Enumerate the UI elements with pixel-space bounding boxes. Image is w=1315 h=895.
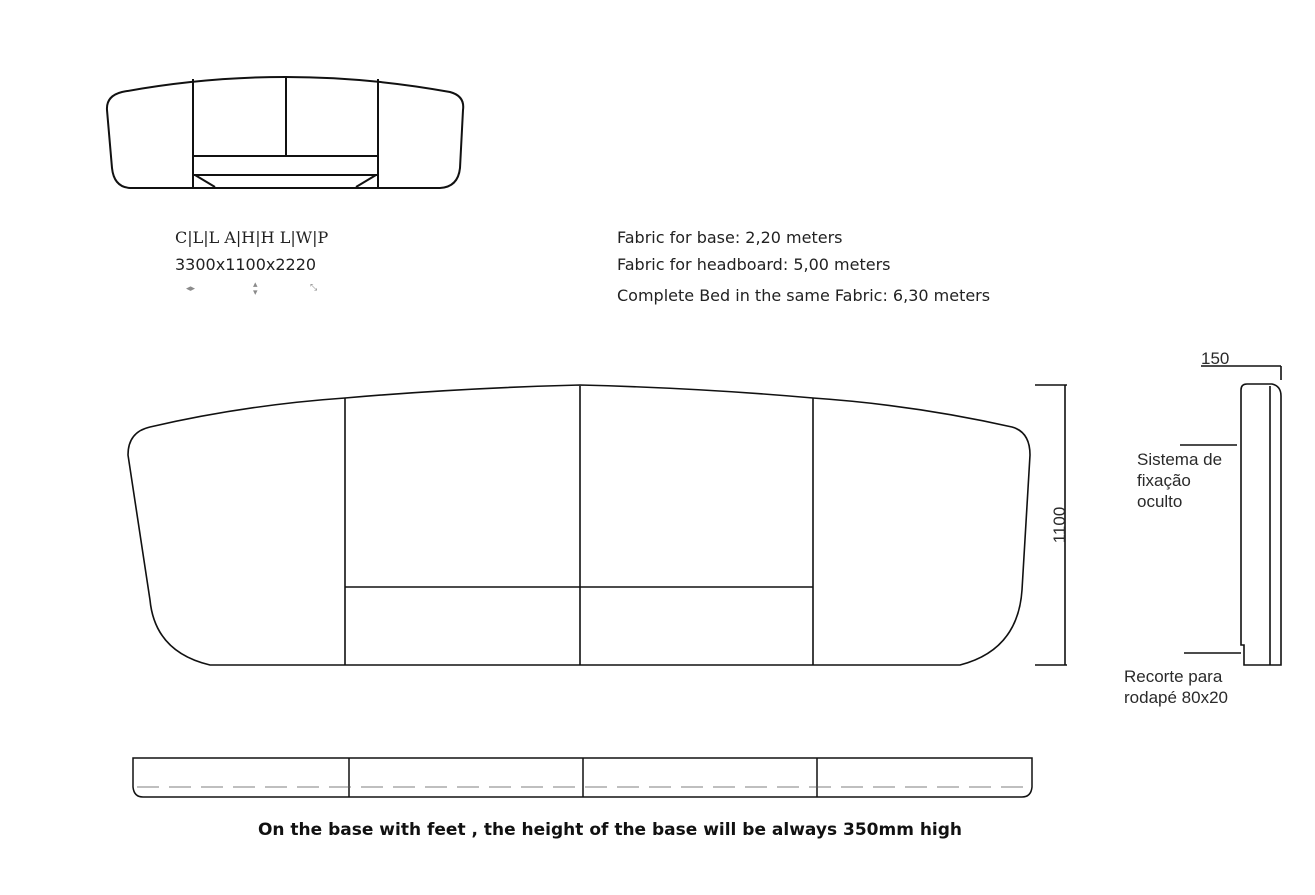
side-section-view bbox=[1180, 366, 1281, 665]
plan-view bbox=[107, 76, 463, 188]
width-arrows-icon: ◂▸ bbox=[186, 284, 196, 294]
base-height-note: On the base with feet , the height of the base will be always 350mm high bbox=[257, 820, 963, 840]
headboard-front-view bbox=[128, 385, 1030, 665]
fixing-system-label: Sistema de fixação oculto bbox=[1137, 450, 1223, 511]
cutout-label: Recorte para rodapé 80x20 bbox=[1124, 667, 1228, 707]
plan-diag-left bbox=[195, 175, 215, 187]
fabric-complete: Complete Bed in the same Fabric: 6,30 meters bbox=[617, 286, 991, 305]
section-profile bbox=[1241, 384, 1281, 665]
headboard-outline bbox=[128, 385, 1030, 665]
height-arrows-icon: ▴ ▾ bbox=[253, 280, 258, 298]
depth-arrows-icon: ⤡ bbox=[310, 283, 318, 293]
height-dimension-label: 1100 bbox=[1050, 506, 1069, 544]
plan-diag-right bbox=[356, 175, 376, 187]
dimensions-value: 3300x1100x2220 bbox=[175, 255, 317, 274]
fabric-base: Fabric for base: 2,20 meters bbox=[617, 228, 843, 247]
dimensions-label: C|L|L A|H|H L|W|P bbox=[175, 228, 329, 247]
base-front-view bbox=[133, 758, 1032, 797]
fabric-headboard: Fabric for headboard: 5,00 meters bbox=[617, 255, 891, 274]
thickness-dimension-label: 150 bbox=[1201, 349, 1230, 368]
